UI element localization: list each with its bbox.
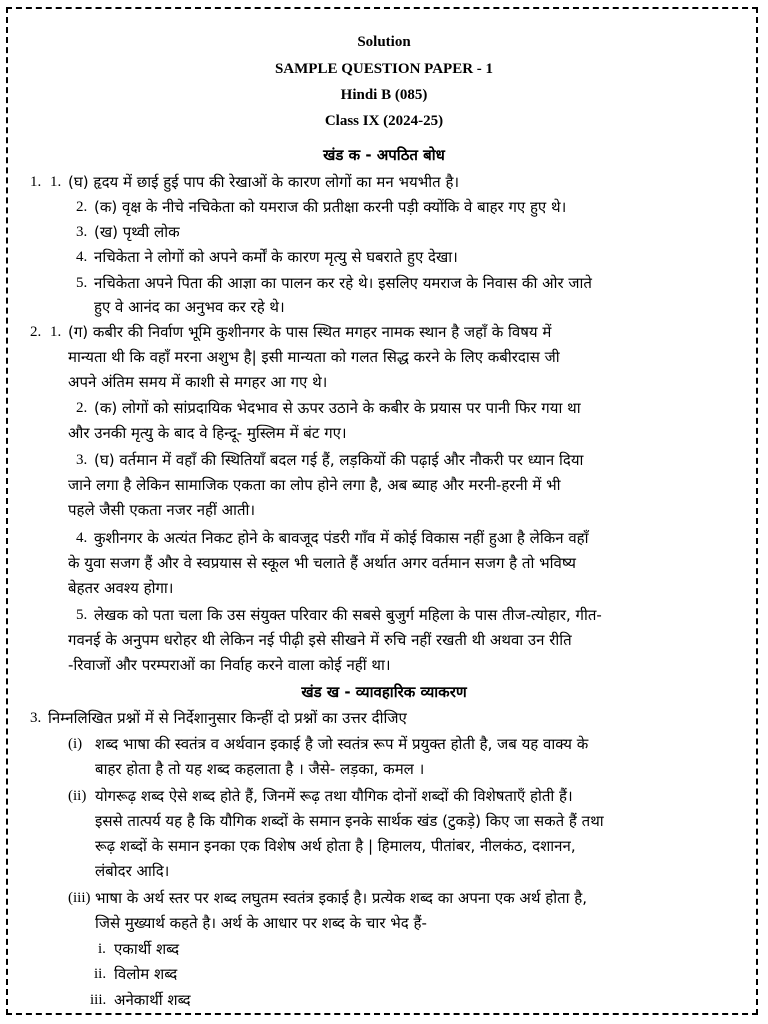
- word-type-ii-number: ii.: [94, 966, 107, 982]
- q2-a3-text-line1: (घ) वर्तमान में वहाँ की स्थितियाँ बदल गई हैं, लड़कियों की पढ़ाई और नौकरी पर ध्यान दिया: [94, 451, 584, 469]
- q3-instruction: निम्नलिखित प्रश्नों में से निर्देशानुसार किन्हीं दो प्रश्नों का उत्तर दीजिए: [48, 709, 407, 727]
- word-type-ii-label: विलोम शब्द: [114, 965, 178, 983]
- word-type-i-number: i.: [98, 941, 106, 957]
- q1-a3-text: (ख) पृथ्वी लोक: [94, 223, 180, 241]
- section-b-title: खंड ख - व्यावहारिक व्याकरण: [301, 683, 467, 701]
- q3-ans-ii-line4: लंबोदर आदि।: [95, 862, 170, 880]
- q2-a4-text-line1: कुशीनगर के अत्यंत निकट होने के बावजूद पंडरी गाँव में कोई विकास नहीं हुआ है लेकिन वहाँ: [94, 529, 589, 547]
- section-a-title: खंड क - अपठित बोध: [323, 146, 445, 164]
- class-year: Class IX (2024-25): [324, 113, 444, 129]
- q3-ans-iii-line2: जिसे मुख्यार्थ कहते है। अर्थ के आधार पर शब्द के चार भेद हैं-: [95, 914, 427, 932]
- q2-a5-number: 5.: [76, 607, 88, 623]
- subject-code: Hindi B (085): [340, 87, 428, 103]
- q1-a5-number: 5.: [76, 275, 88, 291]
- q2-a2-text-line2: और उनकी मृत्यु के बाद वे हिन्दू- मुस्लिम में बंट गए।: [68, 424, 347, 442]
- q2-a4-number: 4.: [76, 530, 88, 546]
- q3-ans-ii-number: (ii): [68, 788, 87, 804]
- q1-a3-number: 3.: [76, 224, 88, 240]
- q3-ans-ii-line3: रूढ़ शब्दों के समान इनका एक विशेष अर्थ होता है | हिमालय, पीतांबर, नीलकंठ, दशानन,: [95, 837, 576, 855]
- q2-a1-text-line1: (ग) कबीर की निर्वाण भूमि कुशीनगर के पास स्थित मगहर नामक स्थान है जहाँ के विषय में: [68, 323, 552, 341]
- word-type-iii-label: अनेकार्थी शब्द: [114, 991, 191, 1009]
- q1-number: 1.: [30, 174, 42, 190]
- q1-a4-number: 4.: [76, 249, 88, 265]
- q2-a3-number: 3.: [76, 452, 88, 468]
- word-type-iii-number: iii.: [90, 992, 107, 1008]
- q2-a5-text-line3: -रिवाजों और परम्पराओं का निर्वाह करने वाला कोई नहीं था।: [68, 656, 391, 674]
- q3-ans-i-line1: शब्द भाषा की स्वतंत्र व अर्थवान इकाई है जो स्वतंत्र रूप में प्रयुक्त होती है, जब यह वाक्य के: [95, 735, 589, 753]
- q3-ans-i-number: (i): [68, 736, 83, 752]
- q2-number: 2.: [30, 324, 42, 340]
- q1-a2-text: (क) वृक्ष के नीचे नचिकेता को यमराज की प्रतीक्षा करनी पड़ी क्योंकि वे बाहर गए हुए थे।: [94, 198, 567, 216]
- q2-a4-text-line3: बेहतर अवश्य होगा।: [68, 579, 174, 597]
- solution-heading: Solution: [357, 34, 411, 50]
- word-type-i-label: एकार्थी शब्द: [114, 940, 180, 958]
- q3-ans-ii-line1: योगरूढ़ शब्द ऐसे शब्द होते हैं, जिनमें रूढ़ तथा यौगिक दोनों शब्दों की विशेषताएँ होती हैं।: [95, 787, 573, 805]
- q2-a2-number: 2.: [76, 400, 88, 416]
- q3-ans-iii-number: (iii): [68, 890, 91, 906]
- q3-ans-ii-line2: इससे तात्पर्य यह है कि यौगिक शब्दों के समान इनके सार्थक खंड (टुकड़े) किए जा सकते हैं तथा: [95, 812, 604, 830]
- q1-a5-text-line1: नचिकेता अपने पिता की आज्ञा का पालन कर रहे थे। इसलिए यमराज के निवास की ओर जाते: [94, 274, 592, 292]
- q1-a5-text-line2: हुए वे आनंद का अनुभव कर रहे थे।: [94, 298, 285, 316]
- q3-number: 3.: [30, 710, 42, 726]
- q2-a1-text-line3: अपने अंतिम समय में काशी से मगहर आ गए थे।: [68, 373, 328, 391]
- q2-a4-text-line2: के युवा सजग हैं और वे स्वप्रयास से स्कूल भी चलाते हैं अर्थात अगर वर्तमान सजग है तो भविष्य: [68, 554, 576, 572]
- q3-ans-iii-line1: भाषा के अर्थ स्तर पर शब्द लघुतम स्वतंत्र इकाई है। प्रत्येक शब्द का अपना एक अर्थ होता है,: [95, 889, 588, 907]
- q3-ans-i-line2: बाहर होता है तो यह शब्द कहलाता है । जैसे- लड़का, कमल ।: [95, 760, 425, 778]
- q1-a4-text: नचिकेता ने लोगों को अपने कर्मों के कारण मृत्यु से घबराते हुए देखा।: [94, 248, 458, 266]
- q1-a2-number: 2.: [76, 199, 88, 215]
- q2-a3-text-line2: जाने लगा है लेकिन सामाजिक एकता का लोप होने लगा है, अब ब्याह और मरनी-हरनी में भी: [68, 476, 561, 494]
- paper-title: SAMPLE QUESTION PAPER - 1: [274, 61, 494, 77]
- q2-a1-number: 1.: [50, 324, 62, 340]
- q2-a5-text-line2: गवनई के अनुपम धरोहर थी लेकिन नई पीढ़ी इसे सीखने में रुचि नहीं रखती थी अथवा उन रीति: [68, 631, 572, 649]
- q2-a2-text-line1: (क) लोगों को सांप्रदायिक भेदभाव से ऊपर उठाने के कबीर के प्रयास पर पानी फिर गया था: [94, 399, 581, 417]
- q1-a1-number: 1.: [50, 174, 62, 190]
- q2-a3-text-line3: पहले जैसी एकता नजर नहीं आती।: [68, 501, 256, 519]
- q1-a1-text: (घ) हृदय में छाई हुई पाप की रेखाओं के कारण लोगों का मन भयभीत है।: [68, 173, 460, 191]
- q2-a1-text-line2: मान्यता थी कि वहाँ मरना अशुभ है| इसी मान्यता को गलत सिद्ध करने के लिए कबीरदास जी: [68, 348, 560, 366]
- q2-a5-text-line1: लेखक को पता चला कि उस संयुक्त परिवार की सबसे बुजुर्ग महिला के पास तीज-त्योहार, गीत-: [94, 606, 602, 624]
